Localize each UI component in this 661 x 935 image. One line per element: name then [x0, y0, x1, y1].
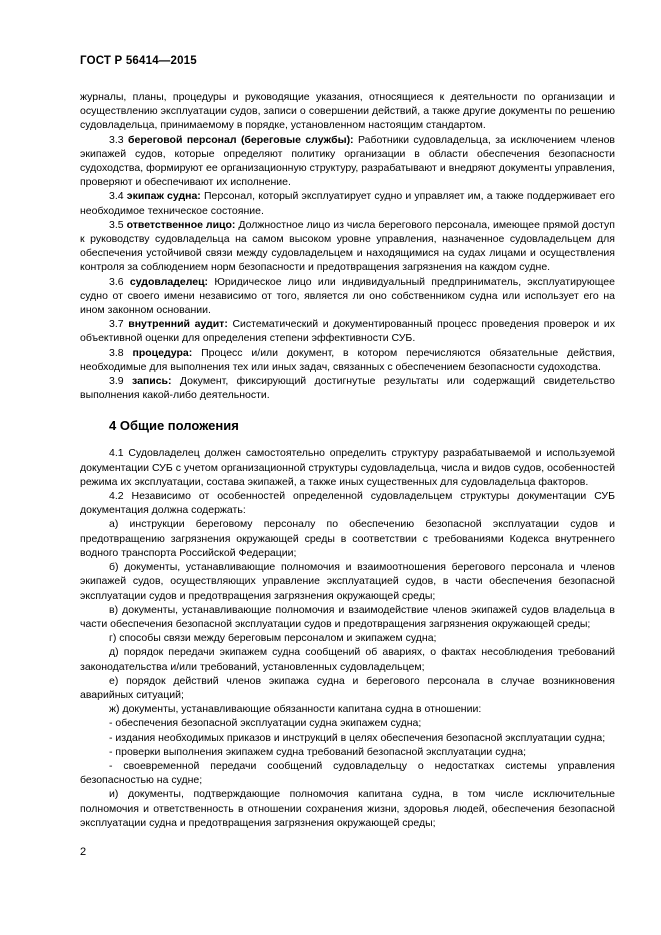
list-item-d: д) порядок передачи экипажем судна сообщений об авариях, о фактах несоблюдения требований законодательства и/или требований, установленных судовладельцем;: [80, 646, 615, 673]
list-item-g: г) способы связи между береговым персоналом и экипажем судна;: [109, 632, 437, 645]
section-title: 4 Общие положения: [109, 418, 239, 434]
definition-number: 3.3: [109, 133, 124, 146]
definition-3-5: [80, 218, 615, 275]
document-header: ГОСТ Р 56414—2015: [80, 55, 197, 67]
definition-3-4: [80, 189, 615, 217]
paragraph-4-2: 4.2 Независимо от особенностей определенной судовладельцем структуры документации СУБ документация должна содержать:: [80, 490, 615, 517]
definition-text: Юридическое лицо или индивидуальный предприниматель, эксплуатирующее судно от своего имени независимо от того, является ли оно собственником судна или использует его на ином законном основании.: [80, 275, 615, 317]
definition-number: 3.9: [109, 375, 124, 388]
list-item-b: б) документы, устанавливающие полномочия и взаимоотношения берегового персонала и членов экипажей судов, осуществляющих управление эксплуатацией судов, в части обеспечения безопасной эксплуатации судов и предотвращения загрязнения окружающей среды;: [80, 561, 615, 602]
definition-continuation: журналы, планы, процедуры и руководящие указания, относящиеся к деятельности по организации и осуществлению эксплуатации судов, записи о совершении действий, а также другие документы по решению судовладельца, принимаемому в порядке, установленном настоящим стандартом.: [80, 91, 615, 132]
definition-3-3: [80, 133, 615, 190]
page-number: 2: [80, 846, 87, 858]
definition-number: 3.8: [109, 346, 124, 359]
list-item-e: е) порядок действий членов экипажа судна и берегового персонала в случае возникновения аварийных ситуаций;: [80, 674, 615, 701]
list-item-i: и) документы, подтверждающие полномочия капитана судна, в том числе исключительные полномочия и ответственность в отношении сохранения жизни, здоровья людей, обеспечения безопасной эксплуатации судна и предотвращения загрязнения окружающей среды;: [80, 788, 615, 829]
definition-text: Работники судовладельца, за исключением членов экипажей судов, которые определяют политику организации в области обеспечения безопасности судоходства, формируют ее организационную структуру, разрабатывают и внедряют документы управления, проверяют и обеспечивают их исполнение.: [80, 133, 615, 189]
definition-number: 3.4: [109, 190, 124, 203]
sub-item: - обеспечения безопасной эксплуатации судна экипажем судна;: [109, 717, 422, 730]
definition-number: 3.6: [109, 275, 124, 288]
definition-3-6: [80, 275, 615, 318]
definition-term: запись:: [132, 375, 172, 388]
definition-text: Систематический и документированный процесс проведения проверок и их объективной оценки для определения степени эффективности СУБ.: [80, 318, 615, 345]
definition-text: Документ, фиксирующий достигнутые результаты или содержащий свидетельство выполнения какой-либо деятельности.: [80, 375, 615, 402]
list-item-a: а) инструкции береговому персоналу по обеспечению безопасной эксплуатации судов и предотвращению загрязнения окружающей среды в соответствии с требованиями Кодекса внутреннего водного транспорта Российской Федерации;: [80, 518, 615, 559]
definition-term: ответственное лицо:: [126, 218, 236, 231]
list-item-zh: ж) документы, устанавливающие обязанности капитана судна в отношении:: [109, 703, 482, 716]
definition-3-9: [80, 374, 615, 402]
definition-number: 3.7: [109, 318, 124, 331]
definition-term: внутренний аудит:: [128, 318, 228, 331]
definition-text: Персонал, который эксплуатирует судно и управляет им, а также поддерживает его необходимое техническое состояние.: [80, 190, 616, 217]
definition-3-8: [80, 346, 615, 374]
sub-item: - издания необходимых приказов и инструкций в целях обеспечения безопасной эксплуатации судна;: [109, 731, 606, 744]
paragraph-4-1: 4.1 Судовладелец должен самостоятельно определить структуру разрабатываемой и используемой документации СУБ с учетом организационной структуры судовладельца, числа и видов судов, особенностей режима их эксплуатации, состава экипажей, а также иных существенных для судовладельца факторов.: [80, 447, 615, 488]
definition-3-7: [80, 317, 615, 345]
list-item-v: в) документы, устанавливающие полномочия и взаимодействие членов экипажей судов владельца в части обеспечения безопасной эксплуатации судов и предотвращения загрязнения окружающей среды;: [80, 603, 615, 630]
page-body: [80, 90, 615, 830]
definition-term: судовладелец:: [129, 275, 209, 288]
definition-number: 3.5: [109, 218, 124, 231]
definition-term: экипаж судна:: [126, 190, 201, 203]
definition-text: Процесс и/или документ, в котором перечисляются обязательные действия, необходимые для выполнения тех или иных задач, связанных с обеспечением безопасности судоходства.: [80, 346, 615, 373]
sub-item: - своевременной передачи сообщений судовладельцу о недостатках системы управления безопасностью на судне;: [80, 759, 615, 787]
definition-text: Должностное лицо из числа берегового персонала, имеющее прямой доступ к руководству судовладельца на самом высоком уровне управления, назначенное судовладельцем для обеспечения устойчивой связи между судовладельцем и находящимися на судах лицами и осуществления контроля за соблюдением норм безопасности и предотвращения загрязнения на каждом судне.: [80, 218, 615, 274]
definition-term: береговой персонал (береговые службы):: [128, 133, 354, 146]
sub-item: - проверки выполнения экипажем судна требований безопасной эксплуатации судна;: [109, 745, 527, 758]
definition-term: процедура:: [132, 346, 193, 359]
